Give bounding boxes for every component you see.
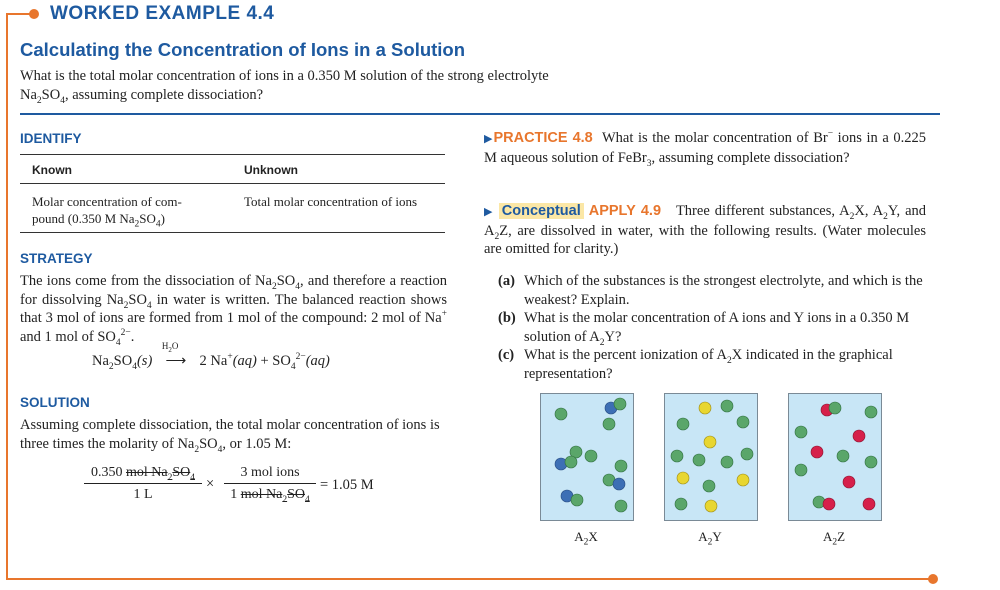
conceptual-badge: Conceptual [499,203,584,219]
frame-left-border [6,13,8,579]
dissociation-equation: $Na_2SO_4(s)$ $H_2O$ ⟶ 2 $Na^+(aq) + SO_4^{2-}(aq)$ [92,341,330,372]
solution-text: Assuming complete dissociation, the total molar concentration of ions is three times the molarity of $Na_2SO_4$, or 1.05 M: [20,417,440,455]
identify-heading: IDENTIFY [20,131,82,146]
fraction-molarity: 0.350 mol $Na_2SO_4$ 1 L [84,465,202,503]
table-header-rule [20,183,445,184]
known-value: Molar concentration of com- pound (0.350 M $Na_2SO_4$) [32,194,182,230]
apply-triangle-icon: ▶ [484,206,494,218]
beaker-a2z [788,393,882,521]
solution-heading: SOLUTION [20,395,90,410]
frame-bottom-dot [928,574,938,584]
header-divider [20,113,940,115]
practice-problem: ▶PRACTICE 4.8 What is the molar concentration of Br− ions in a 0.225 M aqueous solution of FeBr$_3$, assuming complete dissociation? [484,129,927,169]
frame-bottom-border [6,578,932,580]
page-title: Calculating the Concentration of Ions in a Solution [20,39,466,60]
a2x-particle-group [555,398,627,512]
beaker-a2x [540,393,634,521]
practice-triangle-icon: ▶ [484,133,494,145]
label-a2x: $A_2X$ [574,529,598,548]
strategy-heading: STRATEGY [20,251,93,266]
unknown-header: Unknown [244,163,298,177]
worked-example-label: WORKED EXAMPLE 4.4 [50,3,275,24]
reaction-arrow: ⟶ [165,353,187,369]
solution-result: = 1.05 M [320,477,374,493]
apply-problem: ▶ Conceptual APPLY 4.9 Three different substances, $A_2X$, $A_2Y$, and $A_2Z$, are dissolved in water, with the following results. (Water molecules are omitted for clarity.) [484,203,927,257]
table-top-rule [20,154,445,155]
a2x-particles [541,394,633,520]
label-a2z: $A_2Z$ [822,529,846,548]
known-header: Known [32,163,72,177]
a2z-particles [789,394,881,520]
beaker-a2y [664,393,758,521]
fraction-ion-ratio: 3 mol ions 1 mol $Na_2SO_4$ [224,465,316,503]
times-sign: × [206,476,215,492]
a2y-particles [665,394,757,520]
frame-top-dot [29,9,39,19]
strategy-text: The ions come from the dissociation of $Na_2SO_4$, and therefore a reaction for dissolving $Na_2SO_4$ in water is written. The balanced reaction shows that 3 mol of ions are formed from 1 mol of the compound: 2 mol of Na+ and 1 mol of $SO_4^{2-}$. [20,273,447,348]
table-bottom-rule [20,232,445,233]
label-a2y: $A_2Y$ [698,529,722,548]
unknown-value: Total molar concentration of ions [244,194,418,209]
problem-question: What is the total molar concentration of ions in a 0.350 M solution of the strong electrolyte $Na_2SO_4$, assuming complete dissociation? [20,68,549,106]
